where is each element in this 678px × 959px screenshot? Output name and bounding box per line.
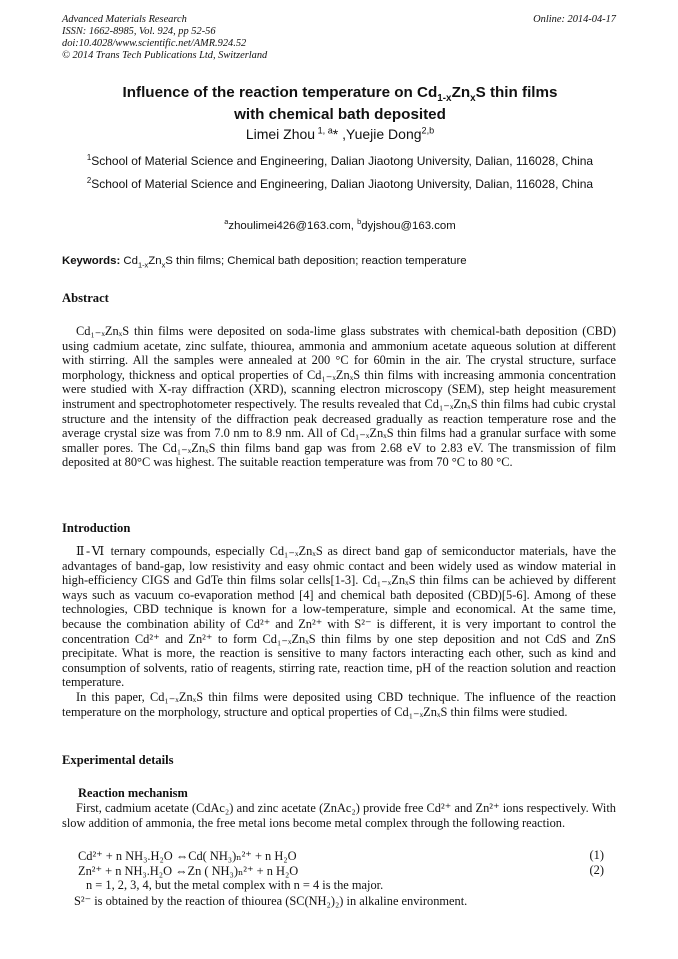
journal-header — [62, 14, 616, 62]
affiliation-1: $^1$School of Material Science and Engineering, Dalian Jiaotong University, Dalian, 116028, China — [86, 153, 594, 168]
abstract-body — [62, 324, 616, 470]
experimental-heading: Experimental details — [62, 753, 174, 767]
title-line-1: Influence of the reaction temperature on $Cd_{1-x}Zn_xS$ thin films — [122, 84, 558, 105]
introduction-paragraph-1: Ⅱ-Ⅵ ternary compounds, especially Cd₁₋ₓZnₓS as direct band gap of semiconductor materials, have the advantages of band-gap, low resistivity and easy ohmic contact and been widely used as window material in high-efficiency CIGS and GdTe thin films solar cells[1-3]. Cd₁₋ₓZnₓS thin films can be achieved by different ways such as vacuum co-evaporation method [4] and chemical bath deposited (CBD)[5-6]. Among of these technologies, CBD technique is known for a low-temperature, simple and economical. At the same time, because the combination ability of Cd²⁺ and Zn²⁺ with S²⁻ is different, it is very important to control the concentration Cd²⁺ and Zn²⁺ to form Cd₁₋ₓZnₓS thin films by one step deposition and not CdS and ZnS precipitate. What is more, the reaction is sensitive to many factors interacting each other, such as kind and consumption of solvents, ratio of reagents, stirring rate, reaction time, pH of the reaction solution and reaction temperature. — [62, 544, 616, 690]
abstract-paragraph: Cd₁₋ₓZnₓS thin films were deposited on soda-lime glass substrates with chemical-bath deposition (CBD) using cadmium acetate, zinc sulfate, thiourea, ammonia and ammonium acetate aqueous solution at different with stirring. All the samples were annealed at 200 °C for 60min in the air. The crystal structure, surface morphology, thickness and optical properties of Cd₁₋ₓZnₓS thin films with increasing ammonia concentration were studied with X-ray diffraction (XRD), scanning electron microscopy (SEM), step height measurement instrument and spectrophotometer respectively. The results revealed that Cd₁₋ₓZnₓS thin films had cubic crystal structure and the intensity of the diffraction peak decreased gradually as reaction temperature rose and the average crystal size was from 7.0 nm to 8.9 nm. All of Cd₁₋ₓZnₓS thin films had a granular surface with some smaller pores. The Cd₁₋ₓZnₓS thin films band gap was from 2.68 eV to 2.83 eV. The transmission of film deposited at 80°C was highest. The suitable reaction temperature was from 70 °C to 80 °C. — [62, 324, 616, 470]
reaction-mechanism-heading: Reaction mechanism — [78, 786, 188, 800]
paper-title — [60, 82, 620, 126]
online-date: Online: 2014-04-17 — [533, 14, 616, 25]
email-a: zhoulimei426@163.com — [228, 220, 351, 232]
title-line-2: with chemical bath deposited — [234, 106, 446, 123]
corresponding-mark: * — [332, 126, 339, 142]
experimental-body — [62, 801, 616, 830]
experimental-paragraph: First, cadmium acetate (CdAc₂) and zinc acetate (ZnAc₂) provide free Cd²⁺ and Zn²⁺ ions respectively. With slow addition of ammonia, the free metal ions become metal complex through the following reaction. — [62, 801, 616, 830]
equation-2: Zn²⁺ + n NH₃.H₂O ⇔Zn ( NH₃)ₙ²⁺ + n H₂O (2) — [78, 863, 604, 878]
journal-doi: doi:10.4028/www.scientific.net/AMR.924.52 — [62, 38, 247, 49]
author-list: Limei Zhou $^{1, a}$* ,Yuejie Dong$^{2,b}$ — [245, 125, 435, 142]
equation-number: (2) — [589, 863, 604, 877]
equation-number: (1) — [589, 848, 604, 862]
keywords: Keywords: $Cd_{1-x}Zn_xS$ thin films; Chemical bath deposition; reaction temperature — [62, 255, 467, 270]
affiliation-2: $^2$School of Material Science and Engineering, Dalian Jiaotong University, Dalian, 116028, China — [86, 176, 594, 191]
journal-issn: ISSN: 1662-8985, Vol. 924, pp 52-56 — [62, 26, 216, 37]
introduction-paragraph-2: In this paper, Cd₁₋ₓZnₓS thin films were deposited using CBD technique. The influence of the reaction temperature on the morphology, structure and optical properties of Cd₁₋ₓZnₓS thin films were studied. — [62, 689, 616, 719]
journal-copyright: © 2014 Trans Tech Publications Ltd, Switzerland — [62, 50, 268, 61]
author-name: Limei Zhou — [245, 126, 316, 142]
keywords-label: Keywords: — [62, 255, 121, 267]
equation-1: Cd²⁺ + n NH₃.H₂O ⇔Cd( NH₃)ₙ²⁺ + n H₂O (1) — [78, 848, 604, 863]
introduction-body — [62, 544, 616, 719]
abstract-heading: Abstract — [62, 291, 109, 305]
journal-name: Advanced Materials Research — [62, 14, 187, 25]
author-name: Yuejie Dong — [346, 126, 422, 142]
sulfide-source-text: S²⁻ is obtained by the reaction of thiourea (SC(NH₂)₂) in alkaline environment. — [74, 894, 468, 908]
equation-note: n = 1, 2, 3, 4, but the metal complex with n = 4 is the major. — [86, 878, 384, 892]
introduction-heading: Introduction — [62, 521, 131, 535]
email-b: dyjshou@163.com — [361, 220, 456, 232]
author-emails: $^a$zhoulimei426@163.com, $^b$dyjshou@163.com — [224, 217, 456, 232]
